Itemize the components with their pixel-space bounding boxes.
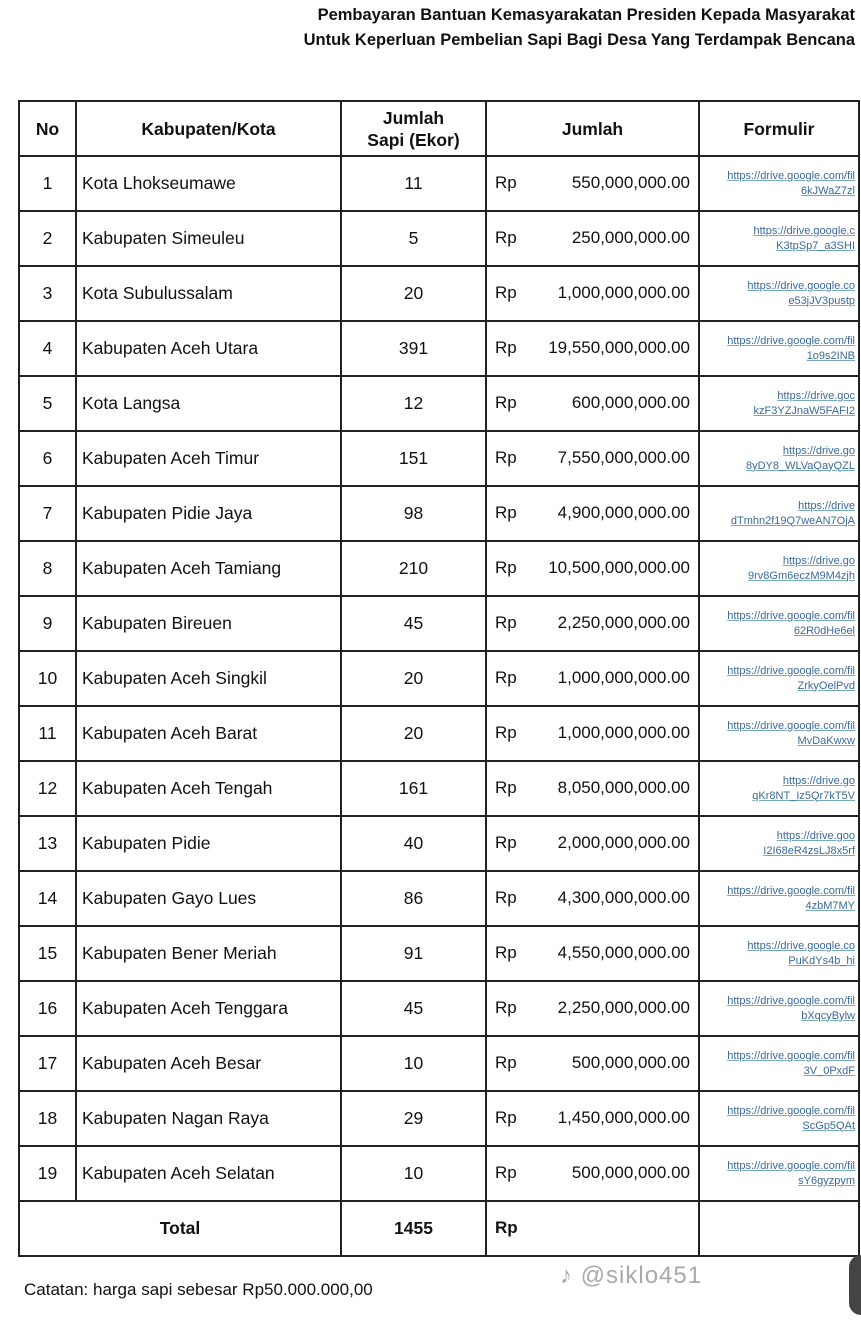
row-kabupaten: Kabupaten Nagan Raya [76,1091,341,1146]
table-row [19,266,859,321]
floating-button[interactable] [849,1255,861,1315]
table-row [19,486,859,541]
header-jumlah: Jumlah [486,101,699,156]
row-amount: Rp 1,000,000,000.00 [486,266,699,321]
row-formulir [699,266,859,321]
formulir-link[interactable]: https://drive.google.co [747,939,855,952]
row-qty: 12 [341,376,486,431]
formulir-link-id[interactable]: 9rv8Gm6eczM9M4zjh [748,569,855,582]
watermark: ♪ @siklo451 [560,1262,703,1289]
row-amount: Rp 2,250,000,000.00 [486,596,699,651]
table-row [19,376,859,431]
row-amount: Rp 2,000,000,000.00 [486,816,699,871]
row-qty: 20 [341,706,486,761]
row-qty: 45 [341,981,486,1036]
formulir-link[interactable]: https://drive [798,499,855,512]
row-kabupaten: Kabupaten Aceh Tenggara [76,981,341,1036]
row-formulir [699,541,859,596]
formulir-link-id[interactable]: 4zbM7MY [805,899,855,912]
payment-table [18,100,860,1257]
row-no: 8 [19,541,76,596]
table-header-row [19,101,859,156]
row-kabupaten: Kota Subulussalam [76,266,341,321]
row-formulir [699,486,859,541]
row-no: 9 [19,596,76,651]
row-formulir [699,816,859,871]
row-no: 14 [19,871,76,926]
formulir-link[interactable]: https://drive.go [782,774,855,787]
row-kabupaten: Kabupaten Aceh Barat [76,706,341,761]
table-row [19,1091,859,1146]
formulir-link[interactable]: https://drive.google.com/fil [727,664,855,677]
row-no: 10 [19,651,76,706]
formulir-link[interactable]: https://drive.google.c [753,224,855,237]
row-qty: 91 [341,926,486,981]
formulir-link-id[interactable]: K3tpSp7_a3SHI [776,239,855,252]
row-kabupaten: Kabupaten Pidie [76,816,341,871]
row-qty: 20 [341,651,486,706]
formulir-link-id[interactable]: 8yDY8_WLVaQayQZL [745,459,855,472]
row-formulir [699,321,859,376]
total-qty: 1455 [341,1201,486,1256]
formulir-link-id[interactable]: 1o9s2INB [806,349,855,362]
total-row [19,1201,859,1256]
row-qty: 40 [341,816,486,871]
formulir-link-id[interactable]: bXqcyBylw [801,1009,855,1022]
row-no: 17 [19,1036,76,1091]
formulir-link-id[interactable]: PuKdYs4b_hi [788,954,855,967]
row-formulir [699,596,859,651]
row-qty: 161 [341,761,486,816]
row-qty: 29 [341,1091,486,1146]
row-kabupaten: Kabupaten Gayo Lues [76,871,341,926]
row-qty: 5 [341,211,486,266]
row-formulir [699,761,859,816]
row-formulir [699,211,859,266]
formulir-link[interactable]: https://drive.google.com/fil [727,1049,855,1062]
row-amount: Rp 250,000,000.00 [486,211,699,266]
formulir-link[interactable]: https://drive.goo [776,829,855,842]
row-formulir [699,376,859,431]
row-amount: Rp 10,500,000,000.00 [486,541,699,596]
formulir-link[interactable]: https://drive.go [782,444,855,457]
row-amount: Rp 4,300,000,000.00 [486,871,699,926]
table-row [19,706,859,761]
formulir-link[interactable]: https://drive.goc [777,389,855,402]
table-row [19,1146,859,1201]
total-formulir [699,1201,859,1256]
row-qty: 391 [341,321,486,376]
row-qty: 98 [341,486,486,541]
row-no: 12 [19,761,76,816]
row-kabupaten: Kabupaten Aceh Tamiang [76,541,341,596]
row-no: 7 [19,486,76,541]
note: Catatan: harga sapi sebesar Rp50.000.000,00 [24,1280,373,1299]
formulir-link[interactable]: https://drive.google.com/fil [727,334,855,347]
total-label: Total [19,1201,341,1256]
row-amount: Rp 8,050,000,000.00 [486,761,699,816]
row-kabupaten: Kota Lhokseumawe [76,156,341,211]
table-row [19,651,859,706]
row-kabupaten: Kabupaten Simeuleu [76,211,341,266]
row-kabupaten: Kabupaten Bireuen [76,596,341,651]
formulir-link-id[interactable]: 3V_0PxdF [803,1064,855,1077]
row-qty: 45 [341,596,486,651]
formulir-link[interactable]: https://drive.google.com/fil [727,884,855,897]
header-kabupaten: Kabupaten/Kota [76,101,341,156]
formulir-link-id[interactable]: kzF3YZJnaW5FAFI2 [753,404,855,417]
document-title-line1: Pembayaran Bantuan Kemasyarakatan Presiden Kepada Masyarakat [317,6,855,24]
row-kabupaten: Kabupaten Aceh Timur [76,431,341,486]
row-qty: 210 [341,541,486,596]
row-kabupaten: Kabupaten Aceh Tengah [76,761,341,816]
formulir-link[interactable]: https://drive.google.co [747,279,855,292]
row-kabupaten: Kabupaten Aceh Besar [76,1036,341,1091]
row-amount: Rp 550,000,000.00 [486,156,699,211]
table-row [19,596,859,651]
table-row [19,871,859,926]
formulir-link-id[interactable]: dTmhn2f19Q7weAN7OjA [730,514,855,527]
row-kabupaten: Kabupaten Pidie Jaya [76,486,341,541]
row-formulir [699,156,859,211]
table-row [19,816,859,871]
row-formulir [699,1146,859,1201]
formulir-link-id[interactable]: ScGp5QAt [802,1119,855,1132]
row-no: 4 [19,321,76,376]
row-kabupaten: Kota Langsa [76,376,341,431]
row-no: 13 [19,816,76,871]
row-formulir [699,871,859,926]
formulir-link-id[interactable]: MvDaKwxw [797,734,855,747]
row-qty: 86 [341,871,486,926]
row-no: 2 [19,211,76,266]
row-formulir [699,981,859,1036]
table-row [19,926,859,981]
table-row [19,321,859,376]
row-amount: Rp 1,000,000,000.00 [486,706,699,761]
formulir-link[interactable]: https://drive.google.com/fil [727,994,855,1007]
table-row [19,156,859,211]
row-amount: Rp 2,250,000,000.00 [486,981,699,1036]
table-row [19,761,859,816]
formulir-link[interactable]: https://drive.google.com/fil [727,1159,855,1172]
row-no: 15 [19,926,76,981]
formulir-link[interactable]: https://drive.google.com/fil [727,1104,855,1117]
total-amount: Rp [486,1201,699,1256]
row-amount: Rp 1,000,000,000.00 [486,651,699,706]
formulir-link-id[interactable]: qKr8NT_Iz5Qr7kT5V [752,789,855,802]
formulir-link[interactable]: https://drive.google.com/fil [727,719,855,732]
row-formulir [699,926,859,981]
row-formulir [699,1036,859,1091]
row-qty: 151 [341,431,486,486]
row-no: 3 [19,266,76,321]
header-formulir: Formulir [699,101,859,156]
row-kabupaten: Kabupaten Aceh Selatan [76,1146,341,1201]
table-row [19,431,859,486]
row-formulir [699,651,859,706]
row-no: 11 [19,706,76,761]
formulir-link[interactable]: https://drive.go [782,554,855,567]
row-no: 1 [19,156,76,211]
row-kabupaten: Kabupaten Bener Meriah [76,926,341,981]
row-amount: Rp 500,000,000.00 [486,1036,699,1091]
row-no: 6 [19,431,76,486]
table-row [19,1036,859,1091]
formulir-link-id[interactable]: ZrkyOelPvd [797,679,855,692]
table-row [19,541,859,596]
row-qty: 11 [341,156,486,211]
formulir-link-id[interactable]: 6kJWaZ7zl [801,184,855,197]
formulir-link-id[interactable]: I2I68eR4zsLJ8x5rf [763,844,855,857]
row-formulir [699,706,859,761]
row-no: 19 [19,1146,76,1201]
row-amount: Rp 1,450,000,000.00 [486,1091,699,1146]
formulir-link-id[interactable]: 62R0dHe6el [793,624,855,637]
row-kabupaten: Kabupaten Aceh Utara [76,321,341,376]
row-amount: Rp 4,900,000,000.00 [486,486,699,541]
row-no: 18 [19,1091,76,1146]
row-qty: 10 [341,1036,486,1091]
formulir-link[interactable]: https://drive.google.com/fil [727,609,855,622]
row-qty: 10 [341,1146,486,1201]
row-no: 5 [19,376,76,431]
row-amount: Rp 500,000,000.00 [486,1146,699,1201]
document-title-line2: Untuk Keperluan Pembelian Sapi Bagi Desa Yang Terdampak Bencana [303,31,855,49]
row-no: 16 [19,981,76,1036]
header-jumlah-sapi: Jumlah Sapi (Ekor) [341,101,486,156]
row-amount: Rp 4,550,000,000.00 [486,926,699,981]
row-amount: Rp 19,550,000,000.00 [486,321,699,376]
header-no: No [19,101,76,156]
table-row [19,211,859,266]
row-formulir [699,1091,859,1146]
row-amount: Rp 7,550,000,000.00 [486,431,699,486]
row-formulir [699,431,859,486]
row-amount: Rp 600,000,000.00 [486,376,699,431]
row-qty: 20 [341,266,486,321]
table-row [19,981,859,1036]
formulir-link[interactable]: https://drive.google.com/fil [727,169,855,182]
formulir-link-id[interactable]: e53jJV3pustp [788,294,855,307]
row-kabupaten: Kabupaten Aceh Singkil [76,651,341,706]
formulir-link-id[interactable]: sY6gyzpym [798,1174,855,1187]
